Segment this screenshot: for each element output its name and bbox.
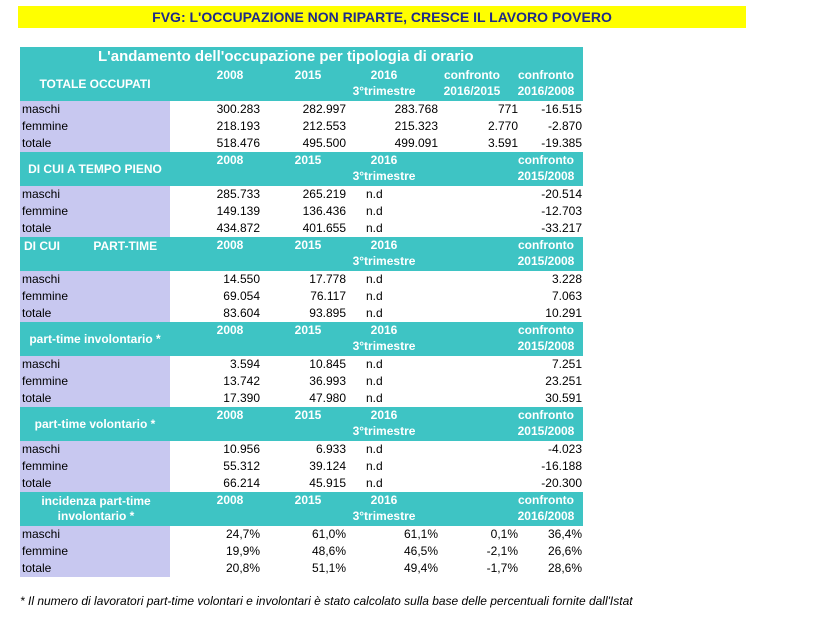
cell: 434.872 bbox=[216, 221, 260, 235]
cell: 17.390 bbox=[223, 391, 260, 405]
col-confronto-a-sub: 2016/2015 bbox=[443, 84, 501, 98]
cell: -33.217 bbox=[541, 221, 582, 235]
col-confronto: confronto bbox=[518, 238, 574, 252]
cell: 6.933 bbox=[315, 442, 346, 456]
row-label: femmine bbox=[20, 203, 170, 220]
col-2015: 2015 bbox=[294, 238, 322, 252]
cell: 17.778 bbox=[309, 272, 346, 286]
table-row bbox=[20, 220, 583, 237]
cell: -19.385 bbox=[541, 136, 582, 150]
section-header bbox=[20, 237, 583, 271]
cell: 401.655 bbox=[302, 221, 346, 235]
table-row bbox=[20, 271, 583, 288]
col-2016: 2016 bbox=[370, 323, 398, 337]
cell: n.d bbox=[366, 374, 383, 388]
col-2008: 2008 bbox=[216, 493, 244, 507]
cell: 3.591 bbox=[487, 136, 518, 150]
cell: 7.251 bbox=[551, 357, 582, 371]
table-row bbox=[20, 543, 583, 560]
section-header bbox=[20, 492, 583, 526]
cell: 14.550 bbox=[223, 272, 260, 286]
cell: -16.188 bbox=[541, 459, 582, 473]
table-row bbox=[20, 373, 583, 390]
section-rows bbox=[20, 101, 583, 152]
cell: 61,1% bbox=[403, 527, 438, 541]
cell: 265.219 bbox=[302, 187, 346, 201]
table-row bbox=[20, 305, 583, 322]
cell: n.d bbox=[366, 289, 383, 303]
table-row bbox=[20, 390, 583, 407]
table-row bbox=[20, 356, 583, 373]
section-rows bbox=[20, 356, 583, 407]
cell: n.d bbox=[366, 357, 383, 371]
row-label: femmine bbox=[20, 118, 170, 135]
cell: 0,1% bbox=[490, 527, 518, 541]
table-row bbox=[20, 186, 583, 203]
cell: 3.228 bbox=[551, 272, 582, 286]
cell: 26,6% bbox=[547, 544, 582, 558]
cell: n.d bbox=[366, 442, 383, 456]
cell: -1,7% bbox=[486, 561, 518, 575]
col-2016-sub: 3°trimestre bbox=[352, 509, 416, 523]
cell: 13.742 bbox=[223, 374, 260, 388]
col-confronto-b-sub: 2016/2008 bbox=[517, 84, 575, 98]
cell: 45.915 bbox=[309, 476, 346, 490]
col-confronto-sub: 2015/2008 bbox=[517, 254, 575, 268]
row-label: totale bbox=[20, 305, 170, 322]
table-row bbox=[20, 101, 583, 118]
row-label: maschi bbox=[20, 526, 170, 543]
cell: -20.514 bbox=[541, 187, 582, 201]
section-rows bbox=[20, 441, 583, 492]
col-2008: 2008 bbox=[216, 153, 244, 167]
row-label: femmine bbox=[20, 458, 170, 475]
col-2008: 2008 bbox=[216, 238, 244, 252]
cell: 771 bbox=[497, 102, 518, 116]
row-label: maschi bbox=[20, 186, 170, 203]
col-confronto: confronto bbox=[518, 493, 574, 507]
cell: n.d bbox=[366, 221, 383, 235]
cell: 20,8% bbox=[225, 561, 260, 575]
cell: 61,0% bbox=[311, 527, 346, 541]
col-2015: 2015 bbox=[294, 68, 322, 82]
cell: 282.997 bbox=[302, 102, 346, 116]
cell: 136.436 bbox=[302, 204, 346, 218]
col-2016-sub: 3°trimestre bbox=[352, 424, 416, 438]
table-row bbox=[20, 441, 583, 458]
col-2016: 2016 bbox=[370, 238, 398, 252]
table-title: L'andamento dell'occupazione per tipologia di orario bbox=[20, 47, 583, 67]
table-row bbox=[20, 475, 583, 492]
cell: -4.023 bbox=[547, 442, 582, 456]
cell: n.d bbox=[366, 204, 383, 218]
table-row bbox=[20, 203, 583, 220]
col-2015: 2015 bbox=[294, 408, 322, 422]
cell: n.d bbox=[366, 187, 383, 201]
cell: -12.703 bbox=[541, 204, 582, 218]
cell: 93.895 bbox=[309, 306, 346, 320]
row-label: totale bbox=[20, 390, 170, 407]
cell: 3.594 bbox=[229, 357, 260, 371]
row-label: totale bbox=[20, 220, 170, 237]
cell: -2,1% bbox=[486, 544, 518, 558]
section-header bbox=[20, 322, 583, 356]
cell: 66.214 bbox=[223, 476, 260, 490]
cell: 10.956 bbox=[223, 442, 260, 456]
section-rows bbox=[20, 186, 583, 237]
col-confronto-sub: 2015/2008 bbox=[517, 424, 575, 438]
cell: 495.500 bbox=[302, 136, 346, 150]
col-confronto: confronto bbox=[518, 323, 574, 337]
row-label: maschi bbox=[20, 356, 170, 373]
footnote: * Il numero di lavoratori part-time volontari e involontari è stato calcolato sulla base delle percentuali fornite dall'Istat bbox=[20, 594, 633, 608]
table-row bbox=[20, 526, 583, 543]
table-row bbox=[20, 288, 583, 305]
section-label: incidenza part-time involontario * bbox=[41, 494, 151, 523]
col-confronto-sub: 2016/2008 bbox=[517, 509, 575, 523]
cell: 55.312 bbox=[223, 459, 260, 473]
employment-table bbox=[20, 47, 583, 577]
cell: -20.300 bbox=[541, 476, 582, 490]
cell: 51,1% bbox=[311, 561, 346, 575]
cell: 28,6% bbox=[547, 561, 582, 575]
cell: n.d bbox=[366, 272, 383, 286]
cell: 10.845 bbox=[309, 357, 346, 371]
col-2016-sub: 3°trimestre bbox=[352, 339, 416, 353]
row-label: totale bbox=[20, 560, 170, 577]
table-row bbox=[20, 135, 583, 152]
col-2008: 2008 bbox=[216, 408, 244, 422]
cell: 83.604 bbox=[223, 306, 260, 320]
section-header bbox=[20, 67, 583, 101]
cell: 69.054 bbox=[223, 289, 260, 303]
table-row bbox=[20, 458, 583, 475]
col-confronto: confronto bbox=[518, 408, 574, 422]
section-label: part-time volontario * bbox=[34, 417, 156, 431]
section-rows bbox=[20, 526, 583, 577]
row-label: maschi bbox=[20, 271, 170, 288]
cell: 36.993 bbox=[309, 374, 346, 388]
cell: -2.870 bbox=[547, 119, 582, 133]
cell: n.d bbox=[366, 391, 383, 405]
cell: 49,4% bbox=[403, 561, 438, 575]
col-2015: 2015 bbox=[294, 323, 322, 337]
section-header bbox=[20, 407, 583, 441]
col-2008: 2008 bbox=[216, 68, 244, 82]
col-confronto-sub: 2015/2008 bbox=[517, 339, 575, 353]
table-row bbox=[20, 560, 583, 577]
col-confronto-sub: 2015/2008 bbox=[517, 169, 575, 183]
cell: 30.591 bbox=[545, 391, 582, 405]
section-label: TOTALE OCCUPATI bbox=[39, 77, 151, 91]
cell: 7.063 bbox=[551, 289, 582, 303]
cell: 48,6% bbox=[311, 544, 346, 558]
cell: 300.283 bbox=[216, 102, 260, 116]
col-2016-sub: 3°trimestre bbox=[352, 84, 416, 98]
cell: 23.251 bbox=[545, 374, 582, 388]
cell: 36,4% bbox=[547, 527, 582, 541]
cell: 19,9% bbox=[225, 544, 260, 558]
cell: -16.515 bbox=[541, 102, 582, 116]
cell: n.d bbox=[366, 476, 383, 490]
row-label: maschi bbox=[20, 101, 170, 118]
row-label: totale bbox=[20, 475, 170, 492]
row-label: femmine bbox=[20, 373, 170, 390]
row-label: femmine bbox=[20, 543, 170, 560]
row-label: maschi bbox=[20, 441, 170, 458]
cell: 285.733 bbox=[216, 187, 260, 201]
col-confronto-b: confronto bbox=[518, 68, 574, 82]
col-2016: 2016 bbox=[370, 153, 398, 167]
col-2016: 2016 bbox=[370, 408, 398, 422]
section-label: DI CUI A TEMPO PIENO bbox=[28, 162, 162, 176]
section-label: DI CUI PART-TIME bbox=[24, 239, 158, 253]
cell: 212.553 bbox=[302, 119, 346, 133]
col-confronto-a: confronto bbox=[444, 68, 500, 82]
cell: 518.476 bbox=[216, 136, 260, 150]
row-label: femmine bbox=[20, 288, 170, 305]
cell: 46,5% bbox=[403, 544, 438, 558]
cell: 283.768 bbox=[394, 102, 438, 116]
col-2016-sub: 3°trimestre bbox=[352, 169, 416, 183]
cell: 215.323 bbox=[394, 119, 438, 133]
col-2016-sub: 3°trimestre bbox=[352, 254, 416, 268]
row-label: totale bbox=[20, 135, 170, 152]
cell: 47.980 bbox=[309, 391, 346, 405]
col-2015: 2015 bbox=[294, 153, 322, 167]
cell: 2.770 bbox=[487, 119, 518, 133]
cell: 76.117 bbox=[310, 289, 346, 303]
col-confronto: confronto bbox=[518, 153, 574, 167]
section-rows bbox=[20, 271, 583, 322]
cell: 39.124 bbox=[309, 459, 346, 473]
table-row bbox=[20, 118, 583, 135]
section-label: part-time involontario * bbox=[29, 332, 161, 346]
cell: n.d bbox=[366, 459, 383, 473]
col-2016: 2016 bbox=[370, 68, 398, 82]
cell: 10.291 bbox=[545, 306, 582, 320]
col-2008: 2008 bbox=[216, 323, 244, 337]
col-2016: 2016 bbox=[370, 493, 398, 507]
cell: 499.091 bbox=[394, 136, 438, 150]
cell: 24,7% bbox=[225, 527, 260, 541]
section-header bbox=[20, 152, 583, 186]
page-title: FVG: L'OCCUPAZIONE NON RIPARTE, CRESCE IL LAVORO POVERO bbox=[18, 6, 746, 28]
cell: 218.193 bbox=[216, 119, 260, 133]
cell: 149.139 bbox=[216, 204, 260, 218]
col-2015: 2015 bbox=[294, 493, 322, 507]
cell: n.d bbox=[366, 306, 383, 320]
